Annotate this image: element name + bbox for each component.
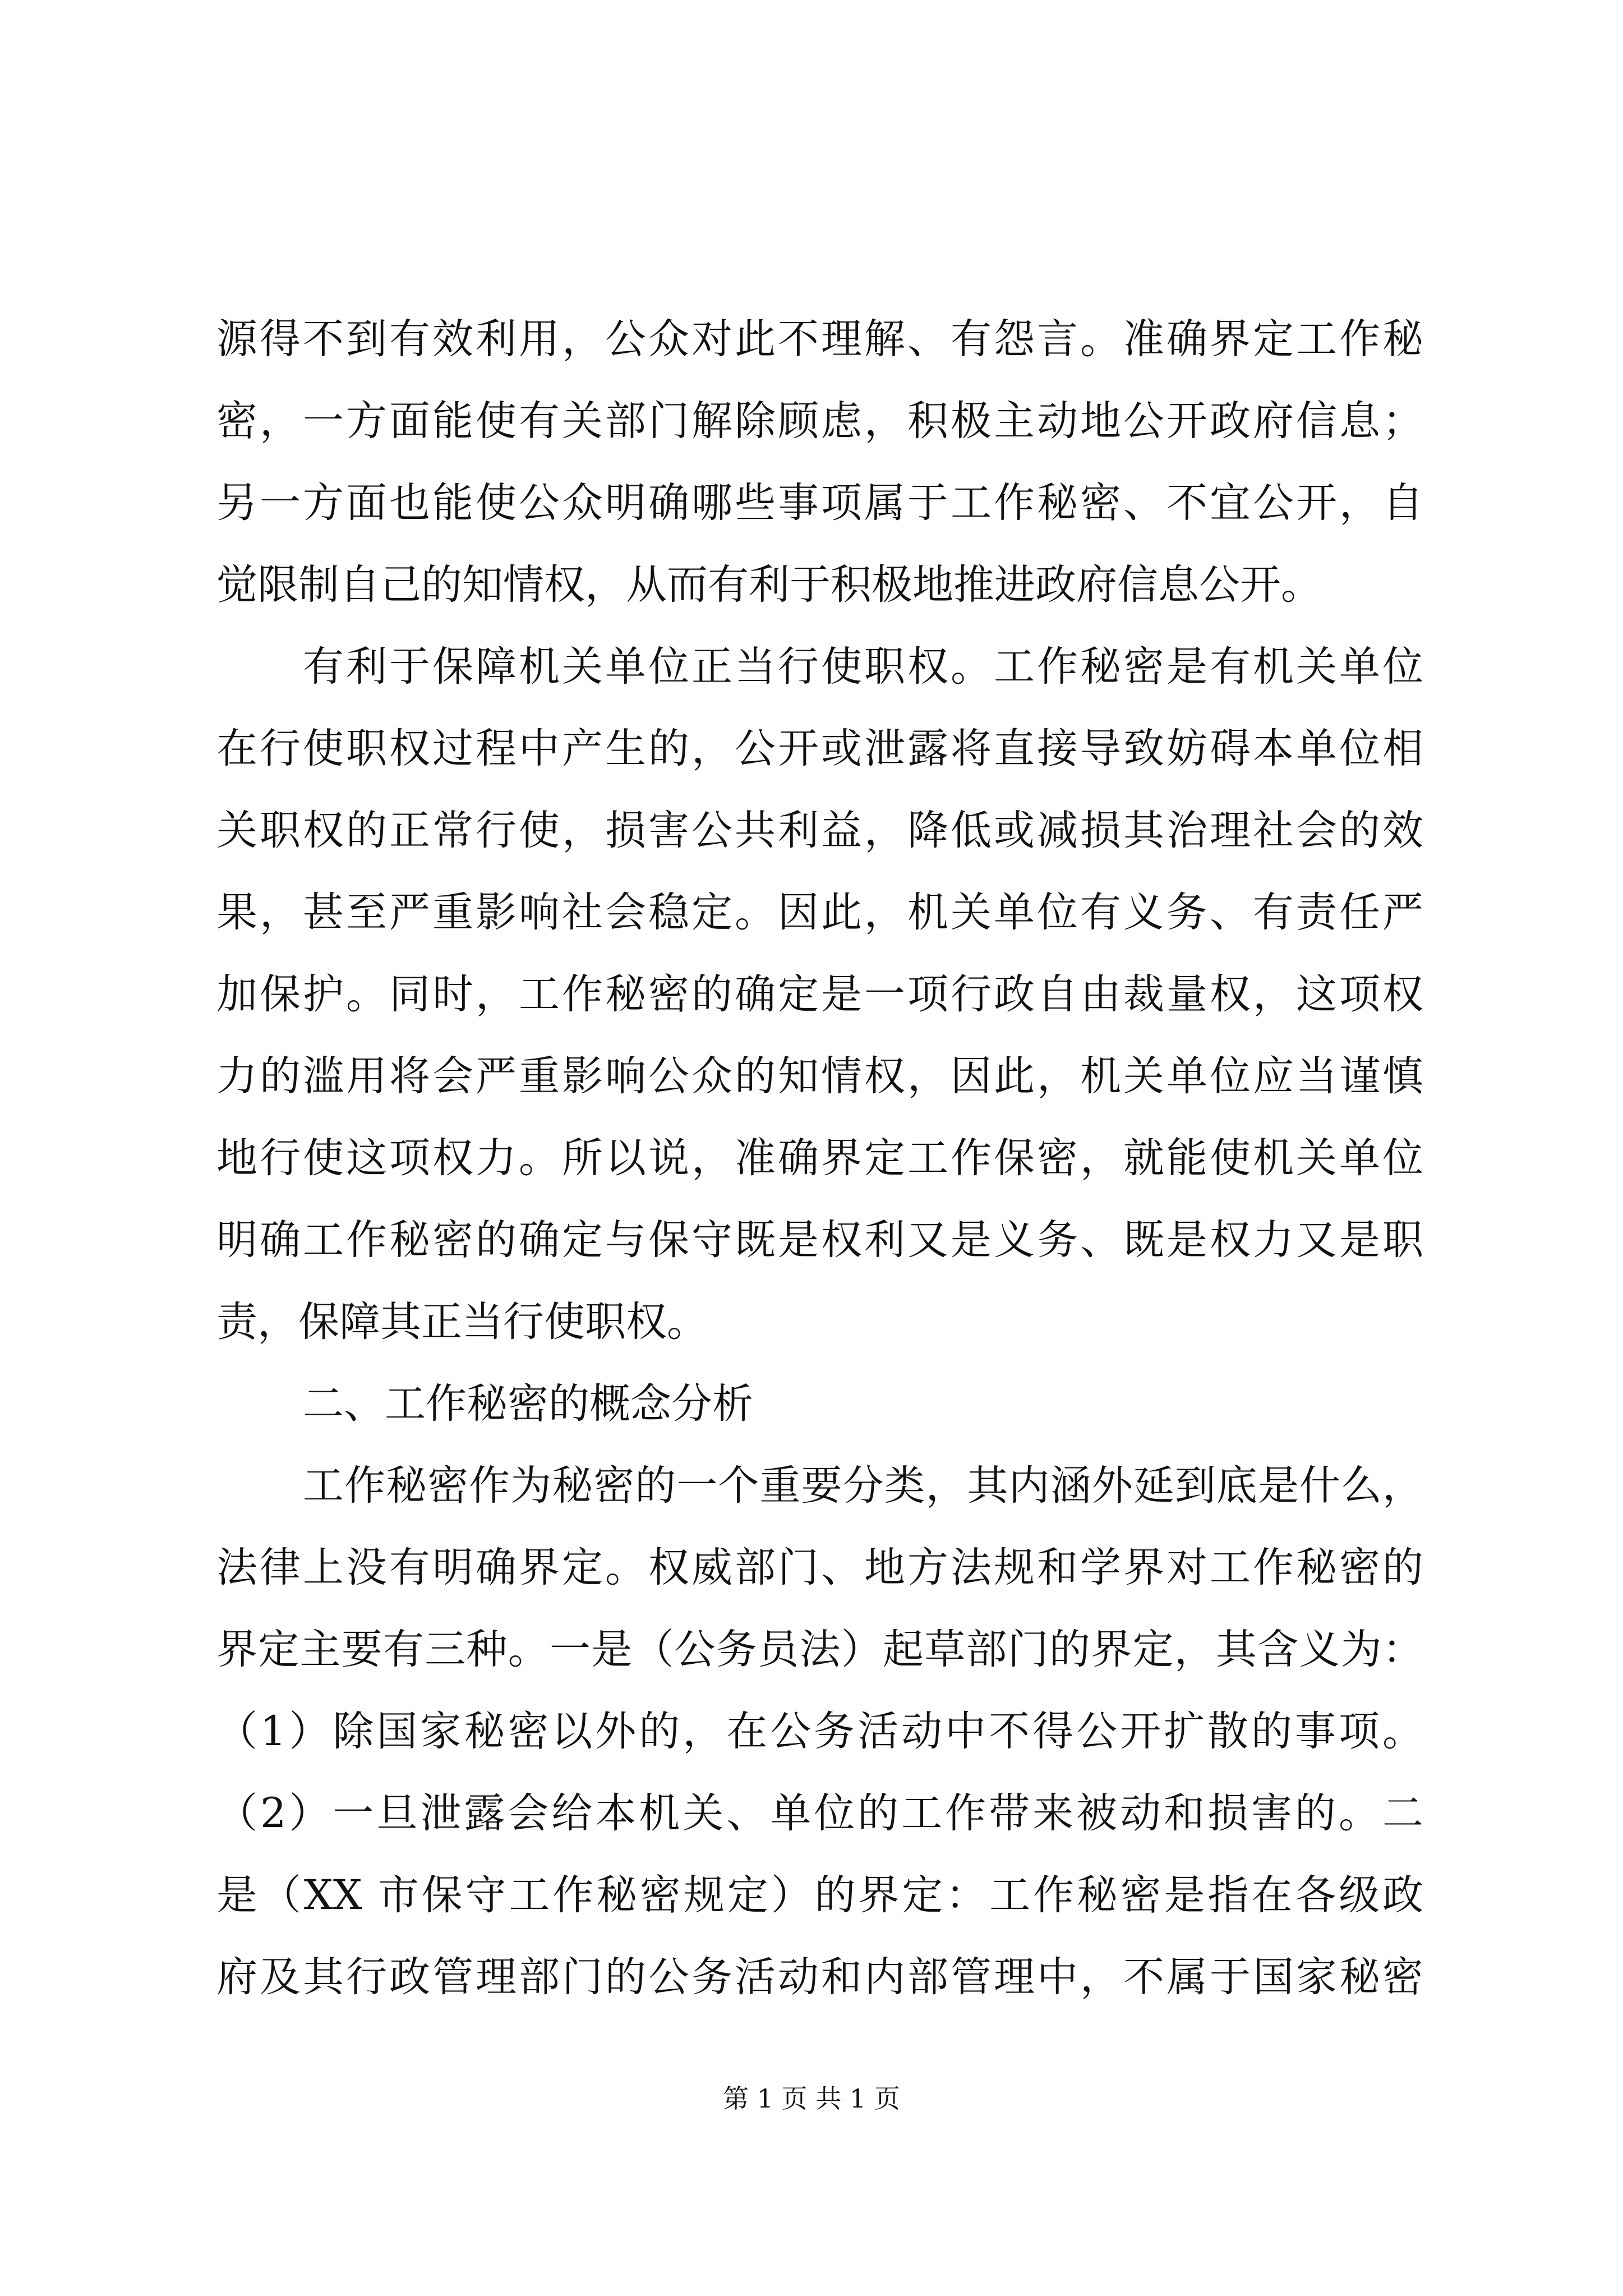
section-heading <box>216 1363 1423 1445</box>
text-line: 另一方面也能使公众明确哪些事项属于工作秘密、不宜公开，自 <box>216 479 1423 527</box>
text-line: 关职权的正常行使，损害公共利益，降低或减损其治理社会的效 <box>216 807 1423 854</box>
text-line: 工作秘密作为秘密的一个重要分类，其内涵外延到底是什么， <box>303 1462 1423 1510</box>
text-line: 密，一方面能使有关部门解除顾虑，积极主动地公开政府信息； <box>216 397 1423 445</box>
body-text <box>216 298 1423 2018</box>
paragraph <box>216 626 1423 1363</box>
text-line: 果，甚至严重影响社会稳定。因此，机关单位有义务、有责任严 <box>216 889 1423 936</box>
text-line: 在行使职权过程中产生的，公开或泄露将直接导致妨碍本单位相 <box>216 725 1423 772</box>
text-line: 法律上没有明确界定。权威部门、地方法规和学界对工作秘密的 <box>216 1544 1423 1591</box>
text-line: 明确工作秘密的确定与保守既是权利又是义务、既是权力又是职 <box>216 1216 1423 1264</box>
text-line: 责，保障其正当行使职权。 <box>216 1298 708 1346</box>
text-line: （2）一旦泄露会给本机关、单位的工作带来被动和损害的。二 <box>216 1789 1423 1837</box>
text-line: （1）除国家秘密以外的，在公务活动中不得公开扩散的事项。 <box>216 1708 1423 1755</box>
text-line: 是（XX 市保守工作秘密规定）的界定：工作秘密是指在各级政 <box>216 1871 1423 1919</box>
text-line: 界定主要有三种。一是（公务员法）起草部门的界定，其含义为： <box>216 1626 1423 1673</box>
text-line: 加保护。同时，工作秘密的确定是一项行政自由裁量权，这项权 <box>216 970 1423 1018</box>
text-line: 地行使这项权力。所以说，准确界定工作保密，就能使机关单位 <box>216 1134 1423 1182</box>
paragraph <box>216 298 1423 626</box>
text-line: 觉限制自己的知情权，从而有利于积极地推进政府信息公开。 <box>216 561 1322 609</box>
paragraph <box>216 1445 1423 2018</box>
text-line: 有利于保障机关单位正当行使职权。工作秘密是有机关单位 <box>303 643 1423 691</box>
text-line: 源得不到有效利用，公众对此不理解、有怨言。准确界定工作秘 <box>216 315 1423 363</box>
page-footer: 第 1 页 共 1 页 <box>723 2083 900 2114</box>
text-line: 府及其行政管理部门的公务活动和内部管理中，不属于国家秘密 <box>216 1953 1423 2001</box>
text-line: 力的滥用将会严重影响公众的知情权，因此，机关单位应当谨慎 <box>216 1052 1423 1100</box>
section-heading-text: 二、工作秘密的概念分析 <box>303 1380 753 1428</box>
